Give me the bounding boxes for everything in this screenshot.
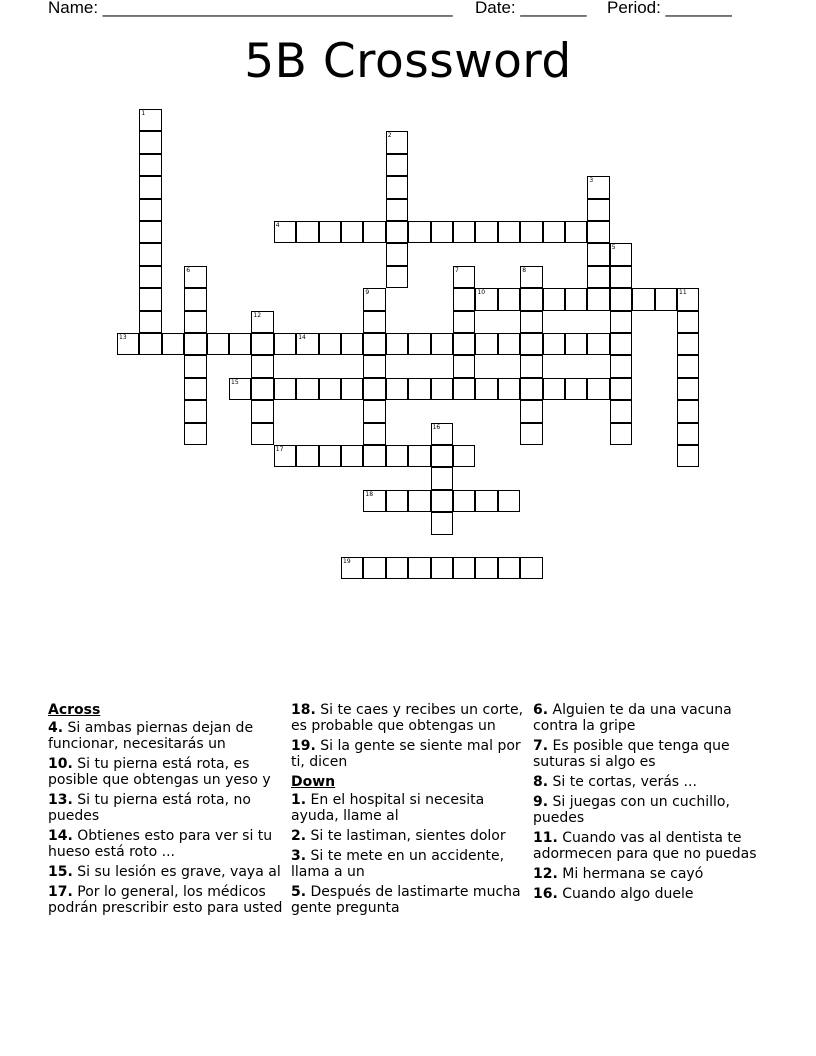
period-field-label: Period: _______ [607, 0, 732, 17]
crossword-cell[interactable] [520, 221, 542, 243]
crossword-cell[interactable] [565, 378, 587, 400]
crossword-cell[interactable] [184, 378, 206, 400]
clue-number: 12 [253, 311, 262, 319]
clue-item-number: 9. [533, 794, 549, 810]
crossword-cell[interactable] [431, 490, 453, 512]
crossword-cell[interactable] [453, 311, 475, 333]
clue-item-number: 5. [291, 884, 307, 900]
crossword-cell[interactable] [453, 378, 475, 400]
crossword-cell[interactable] [363, 333, 385, 355]
crossword-cell[interactable] [274, 378, 296, 400]
crossword-cell[interactable] [520, 557, 542, 579]
crossword-cell[interactable] [453, 333, 475, 355]
clue-item-text: Cuando algo duele [557, 886, 694, 902]
crossword-cell[interactable] [408, 378, 430, 400]
crossword-cell[interactable] [363, 423, 385, 445]
crossword-cell[interactable] [274, 333, 296, 355]
clue-item-number: 8. [533, 774, 549, 790]
crossword-cell[interactable] [408, 221, 430, 243]
crossword-cell[interactable] [610, 266, 632, 288]
crossword-cell[interactable] [520, 311, 542, 333]
crossword-cell[interactable] [431, 512, 453, 534]
crossword-cell[interactable] [587, 288, 609, 310]
clue-item-number: 14. [48, 828, 73, 844]
clue-number: 10 [477, 289, 486, 297]
crossword-cell[interactable] [386, 221, 408, 243]
clue-number: 6 [186, 266, 191, 274]
crossword-cell[interactable] [431, 467, 453, 489]
clue-item-number: 13. [48, 792, 73, 808]
crossword-cell[interactable] [677, 311, 699, 333]
page-title: 5B Crossword [244, 34, 572, 89]
crossword-cell[interactable] [363, 557, 385, 579]
crossword-cell[interactable] [431, 333, 453, 355]
clue-item [291, 792, 527, 824]
clue-item [533, 830, 769, 862]
crossword-cell[interactable] [453, 557, 475, 579]
crossword-cell[interactable] [139, 266, 161, 288]
crossword-cell[interactable] [565, 288, 587, 310]
crossword-cell[interactable] [162, 333, 184, 355]
clue-item-text: Alguien te da una vacuna contra la gripe [533, 702, 732, 734]
crossword-cell[interactable] [341, 333, 363, 355]
crossword-cell[interactable] [408, 557, 430, 579]
crossword-cell[interactable] [363, 445, 385, 467]
crossword-cell[interactable] [610, 333, 632, 355]
clue-heading: Across [48, 702, 101, 718]
crossword-cell[interactable] [520, 266, 542, 288]
crossword-cell[interactable] [319, 333, 341, 355]
crossword-cell[interactable] [386, 333, 408, 355]
crossword-cell[interactable] [587, 333, 609, 355]
crossword-cell[interactable] [363, 288, 385, 310]
clue-number: 5 [611, 244, 616, 252]
clue-number: 16 [432, 423, 441, 431]
crossword-cell[interactable] [386, 243, 408, 265]
crossword-cell[interactable] [498, 221, 520, 243]
crossword-cell[interactable] [520, 378, 542, 400]
clue-item [533, 738, 769, 770]
clue-item [48, 720, 284, 752]
crossword-cell[interactable] [498, 378, 520, 400]
crossword-cell[interactable] [363, 311, 385, 333]
clue-number: 18 [365, 490, 374, 498]
crossword-cell[interactable] [184, 266, 206, 288]
crossword-cell[interactable] [363, 221, 385, 243]
clue-item-text: Si ambas piernas dejan de funcionar, necesitarás un [48, 720, 254, 752]
crossword-cell[interactable] [453, 490, 475, 512]
crossword-cell[interactable] [341, 445, 363, 467]
crossword-cell[interactable] [184, 355, 206, 377]
crossword-cell[interactable] [610, 378, 632, 400]
clue-number: 14 [298, 334, 306, 341]
clue-item-text: Si te cortas, verás ... [548, 774, 697, 790]
crossword-cell[interactable] [431, 445, 453, 467]
crossword-cell[interactable] [251, 355, 273, 377]
crossword-cell[interactable] [431, 221, 453, 243]
crossword-cell[interactable] [386, 176, 408, 198]
clue-item [533, 794, 769, 826]
crossword-cell[interactable] [139, 154, 161, 176]
crossword-cell[interactable] [386, 266, 408, 288]
crossword-cell[interactable] [386, 378, 408, 400]
clue-item-number: 10. [48, 756, 73, 772]
clue-number: 15 [231, 378, 239, 386]
crossword-cell[interactable] [475, 221, 497, 243]
clue-column-1 [48, 702, 284, 920]
crossword-cell[interactable] [296, 378, 318, 400]
crossword-cell[interactable] [408, 445, 430, 467]
crossword-cell[interactable] [587, 176, 609, 198]
crossword-cell[interactable] [543, 221, 565, 243]
clue-number: 3 [589, 177, 594, 185]
crossword-cell[interactable] [677, 423, 699, 445]
clue-number: 17 [275, 446, 284, 453]
crossword-cell[interactable] [453, 288, 475, 310]
crossword-cell[interactable] [520, 288, 542, 310]
name-field-label: Name: _____________________________________ [48, 0, 453, 17]
crossword-cell[interactable] [610, 400, 632, 422]
crossword-cell[interactable] [184, 333, 206, 355]
crossword-cell[interactable] [274, 221, 296, 243]
clue-item-number: 15. [48, 864, 73, 880]
crossword-cell[interactable] [453, 221, 475, 243]
crossword-cell[interactable] [363, 355, 385, 377]
clue-item-text: Si su lesión es grave, vaya al [72, 864, 281, 880]
crossword-cell[interactable] [296, 221, 318, 243]
crossword-cell[interactable] [520, 355, 542, 377]
crossword-cell[interactable] [543, 378, 565, 400]
clue-item-text: Si juegas con un cuchillo, puedes [533, 794, 730, 826]
crossword-cell[interactable] [610, 243, 632, 265]
clue-item-number: 18. [291, 702, 316, 718]
clue-item-text: Cuando vas al dentista te adormecen para que no puedas [533, 830, 757, 862]
crossword-cell[interactable] [677, 445, 699, 467]
clue-item-text: Si te caes y recibes un corte, es probable que obtengas un [291, 702, 524, 734]
crossword-cell[interactable] [363, 378, 385, 400]
crossword-cell[interactable] [117, 333, 139, 355]
clue-item-text: Si te mete en un accidente, llama a un [291, 848, 505, 880]
crossword-cell[interactable] [565, 333, 587, 355]
clue-item [291, 828, 527, 844]
crossword-cell[interactable] [229, 333, 251, 355]
clue-item-number: 12. [533, 866, 558, 882]
crossword-cell[interactable] [453, 445, 475, 467]
clue-item-number: 17. [48, 884, 73, 900]
crossword-cell[interactable] [587, 378, 609, 400]
crossword-cell[interactable] [632, 288, 654, 310]
clue-item [533, 866, 769, 882]
crossword-cell[interactable] [319, 445, 341, 467]
clue-item-number: 3. [291, 848, 307, 864]
clue-item-number: 2. [291, 828, 307, 844]
crossword-cell[interactable] [139, 243, 161, 265]
crossword-cell[interactable] [139, 176, 161, 198]
clue-item [48, 792, 284, 824]
clue-number: 9 [365, 289, 370, 297]
crossword-cell[interactable] [610, 423, 632, 445]
crossword-cell[interactable] [520, 423, 542, 445]
crossword-cell[interactable] [453, 266, 475, 288]
clue-item-text: Si la gente se siente mal por ti, dicen [291, 738, 521, 770]
clue-item [533, 774, 769, 790]
crossword-cell[interactable] [251, 311, 273, 333]
crossword-cell[interactable] [184, 400, 206, 422]
date-field-label: Date: _______ [475, 0, 587, 17]
crossword-cell[interactable] [677, 400, 699, 422]
clue-item-number: 1. [291, 792, 307, 808]
crossword-cell[interactable] [543, 288, 565, 310]
crossword-cell[interactable] [139, 333, 161, 355]
clue-item [291, 738, 527, 770]
clue-item [48, 756, 284, 788]
crossword-cell[interactable] [587, 266, 609, 288]
clue-number: 7 [455, 266, 459, 274]
clue-item-text: Si tu pierna está rota, no puedes [48, 792, 251, 824]
crossword-cell[interactable] [207, 333, 229, 355]
crossword-cell[interactable] [139, 199, 161, 221]
crossword-cell[interactable] [498, 288, 520, 310]
crossword-cell[interactable] [386, 154, 408, 176]
crossword-cell[interactable] [319, 221, 341, 243]
crossword-cell[interactable] [408, 490, 430, 512]
clue-item-text: Si te lastiman, sientes dolor [306, 828, 506, 844]
clue-item-number: 7. [533, 738, 549, 754]
clue-item-number: 16. [533, 886, 558, 902]
crossword-cell[interactable] [498, 490, 520, 512]
crossword-cell[interactable] [677, 333, 699, 355]
crossword-cell[interactable] [139, 109, 161, 131]
clue-number: 11 [679, 289, 687, 297]
clue-item [291, 702, 527, 734]
clue-item [48, 884, 284, 916]
clue-item-number: 4. [48, 720, 64, 736]
clue-item [533, 702, 769, 734]
crossword-cell[interactable] [431, 378, 453, 400]
crossword-cell[interactable] [408, 333, 430, 355]
clue-number: 8 [522, 266, 527, 274]
crossword-cell[interactable] [520, 333, 542, 355]
clue-item [291, 848, 527, 880]
crossword-cell[interactable] [475, 378, 497, 400]
crossword-cell[interactable] [677, 355, 699, 377]
crossword-cell[interactable] [677, 288, 699, 310]
crossword-cell[interactable] [587, 199, 609, 221]
clue-item-number: 19. [291, 738, 316, 754]
crossword-cell[interactable] [363, 490, 385, 512]
crossword-cell[interactable] [251, 333, 273, 355]
crossword-cell[interactable] [296, 445, 318, 467]
crossword-cell[interactable] [184, 311, 206, 333]
crossword-cell[interactable] [319, 378, 341, 400]
clue-item [291, 884, 527, 916]
crossword-cell[interactable] [184, 423, 206, 445]
crossword-cell[interactable] [475, 333, 497, 355]
crossword-cell[interactable] [274, 445, 296, 467]
crossword-cell[interactable] [431, 423, 453, 445]
crossword-cell[interactable] [251, 378, 273, 400]
crossword-cell[interactable] [251, 400, 273, 422]
crossword-cell[interactable] [296, 333, 318, 355]
crossword-cell[interactable] [386, 131, 408, 153]
crossword-cell[interactable] [498, 333, 520, 355]
clue-item [48, 828, 284, 860]
clue-item [533, 886, 769, 902]
clue-item-text: Después de lastimarte mucha gente pregunta [291, 884, 521, 916]
clue-item-text: Si tu pierna está rota, es posible que obtengas un yeso y [48, 756, 271, 788]
crossword-cell[interactable] [587, 221, 609, 243]
crossword-cell[interactable] [139, 288, 161, 310]
crossword-cell[interactable] [453, 355, 475, 377]
crossword-cell[interactable] [610, 355, 632, 377]
clue-number: 4 [275, 222, 280, 229]
crossword-cell[interactable] [475, 557, 497, 579]
clue-number: 1 [141, 110, 146, 117]
clue-column-2 [291, 702, 527, 920]
clue-heading: Down [291, 774, 336, 790]
clue-item-number: 11. [533, 830, 558, 846]
crossword-cell[interactable] [587, 243, 609, 265]
crossword-cell[interactable] [431, 557, 453, 579]
crossword-cell[interactable] [610, 288, 632, 310]
crossword-cell[interactable] [251, 423, 273, 445]
crossword-cell[interactable] [543, 333, 565, 355]
clue-item-text: Mi hermana se cayó [557, 866, 704, 882]
crossword-cell[interactable] [610, 311, 632, 333]
crossword-cell[interactable] [677, 378, 699, 400]
crossword-cell[interactable] [386, 445, 408, 467]
clue-item-text: Obtienes esto para ver si tu hueso está roto ... [48, 828, 273, 860]
clue-item-text: Por lo general, los médicos podrán prescribir esto para usted [48, 884, 283, 916]
crossword-cell[interactable] [341, 221, 363, 243]
crossword-cell[interactable] [341, 557, 363, 579]
clue-number: 2 [387, 132, 392, 140]
clue-item-number: 6. [533, 702, 549, 718]
crossword-cell[interactable] [520, 400, 542, 422]
crossword-cell[interactable] [386, 490, 408, 512]
crossword-cell[interactable] [139, 221, 161, 243]
crossword-cell[interactable] [139, 311, 161, 333]
crossword-cell[interactable] [341, 378, 363, 400]
clue-number: 19 [343, 558, 351, 565]
crossword-cell[interactable] [498, 557, 520, 579]
crossword-cell[interactable] [386, 557, 408, 579]
crossword-cell[interactable] [139, 131, 161, 153]
crossword-cell[interactable] [229, 378, 251, 400]
crossword-cell[interactable] [655, 288, 677, 310]
crossword-cell[interactable] [363, 400, 385, 422]
crossword-cell[interactable] [475, 490, 497, 512]
clue-number: 13 [119, 334, 127, 341]
clue-item-text: Es posible que tenga que suturas si algo es [533, 738, 730, 770]
clue-item-text: En el hospital si necesita ayuda, llame al [291, 792, 485, 824]
crossword-cell[interactable] [475, 288, 497, 310]
crossword-cell[interactable] [565, 221, 587, 243]
crossword-cell[interactable] [386, 199, 408, 221]
crossword-cell[interactable] [184, 288, 206, 310]
clue-column-3 [533, 702, 769, 906]
clue-item [48, 864, 284, 880]
